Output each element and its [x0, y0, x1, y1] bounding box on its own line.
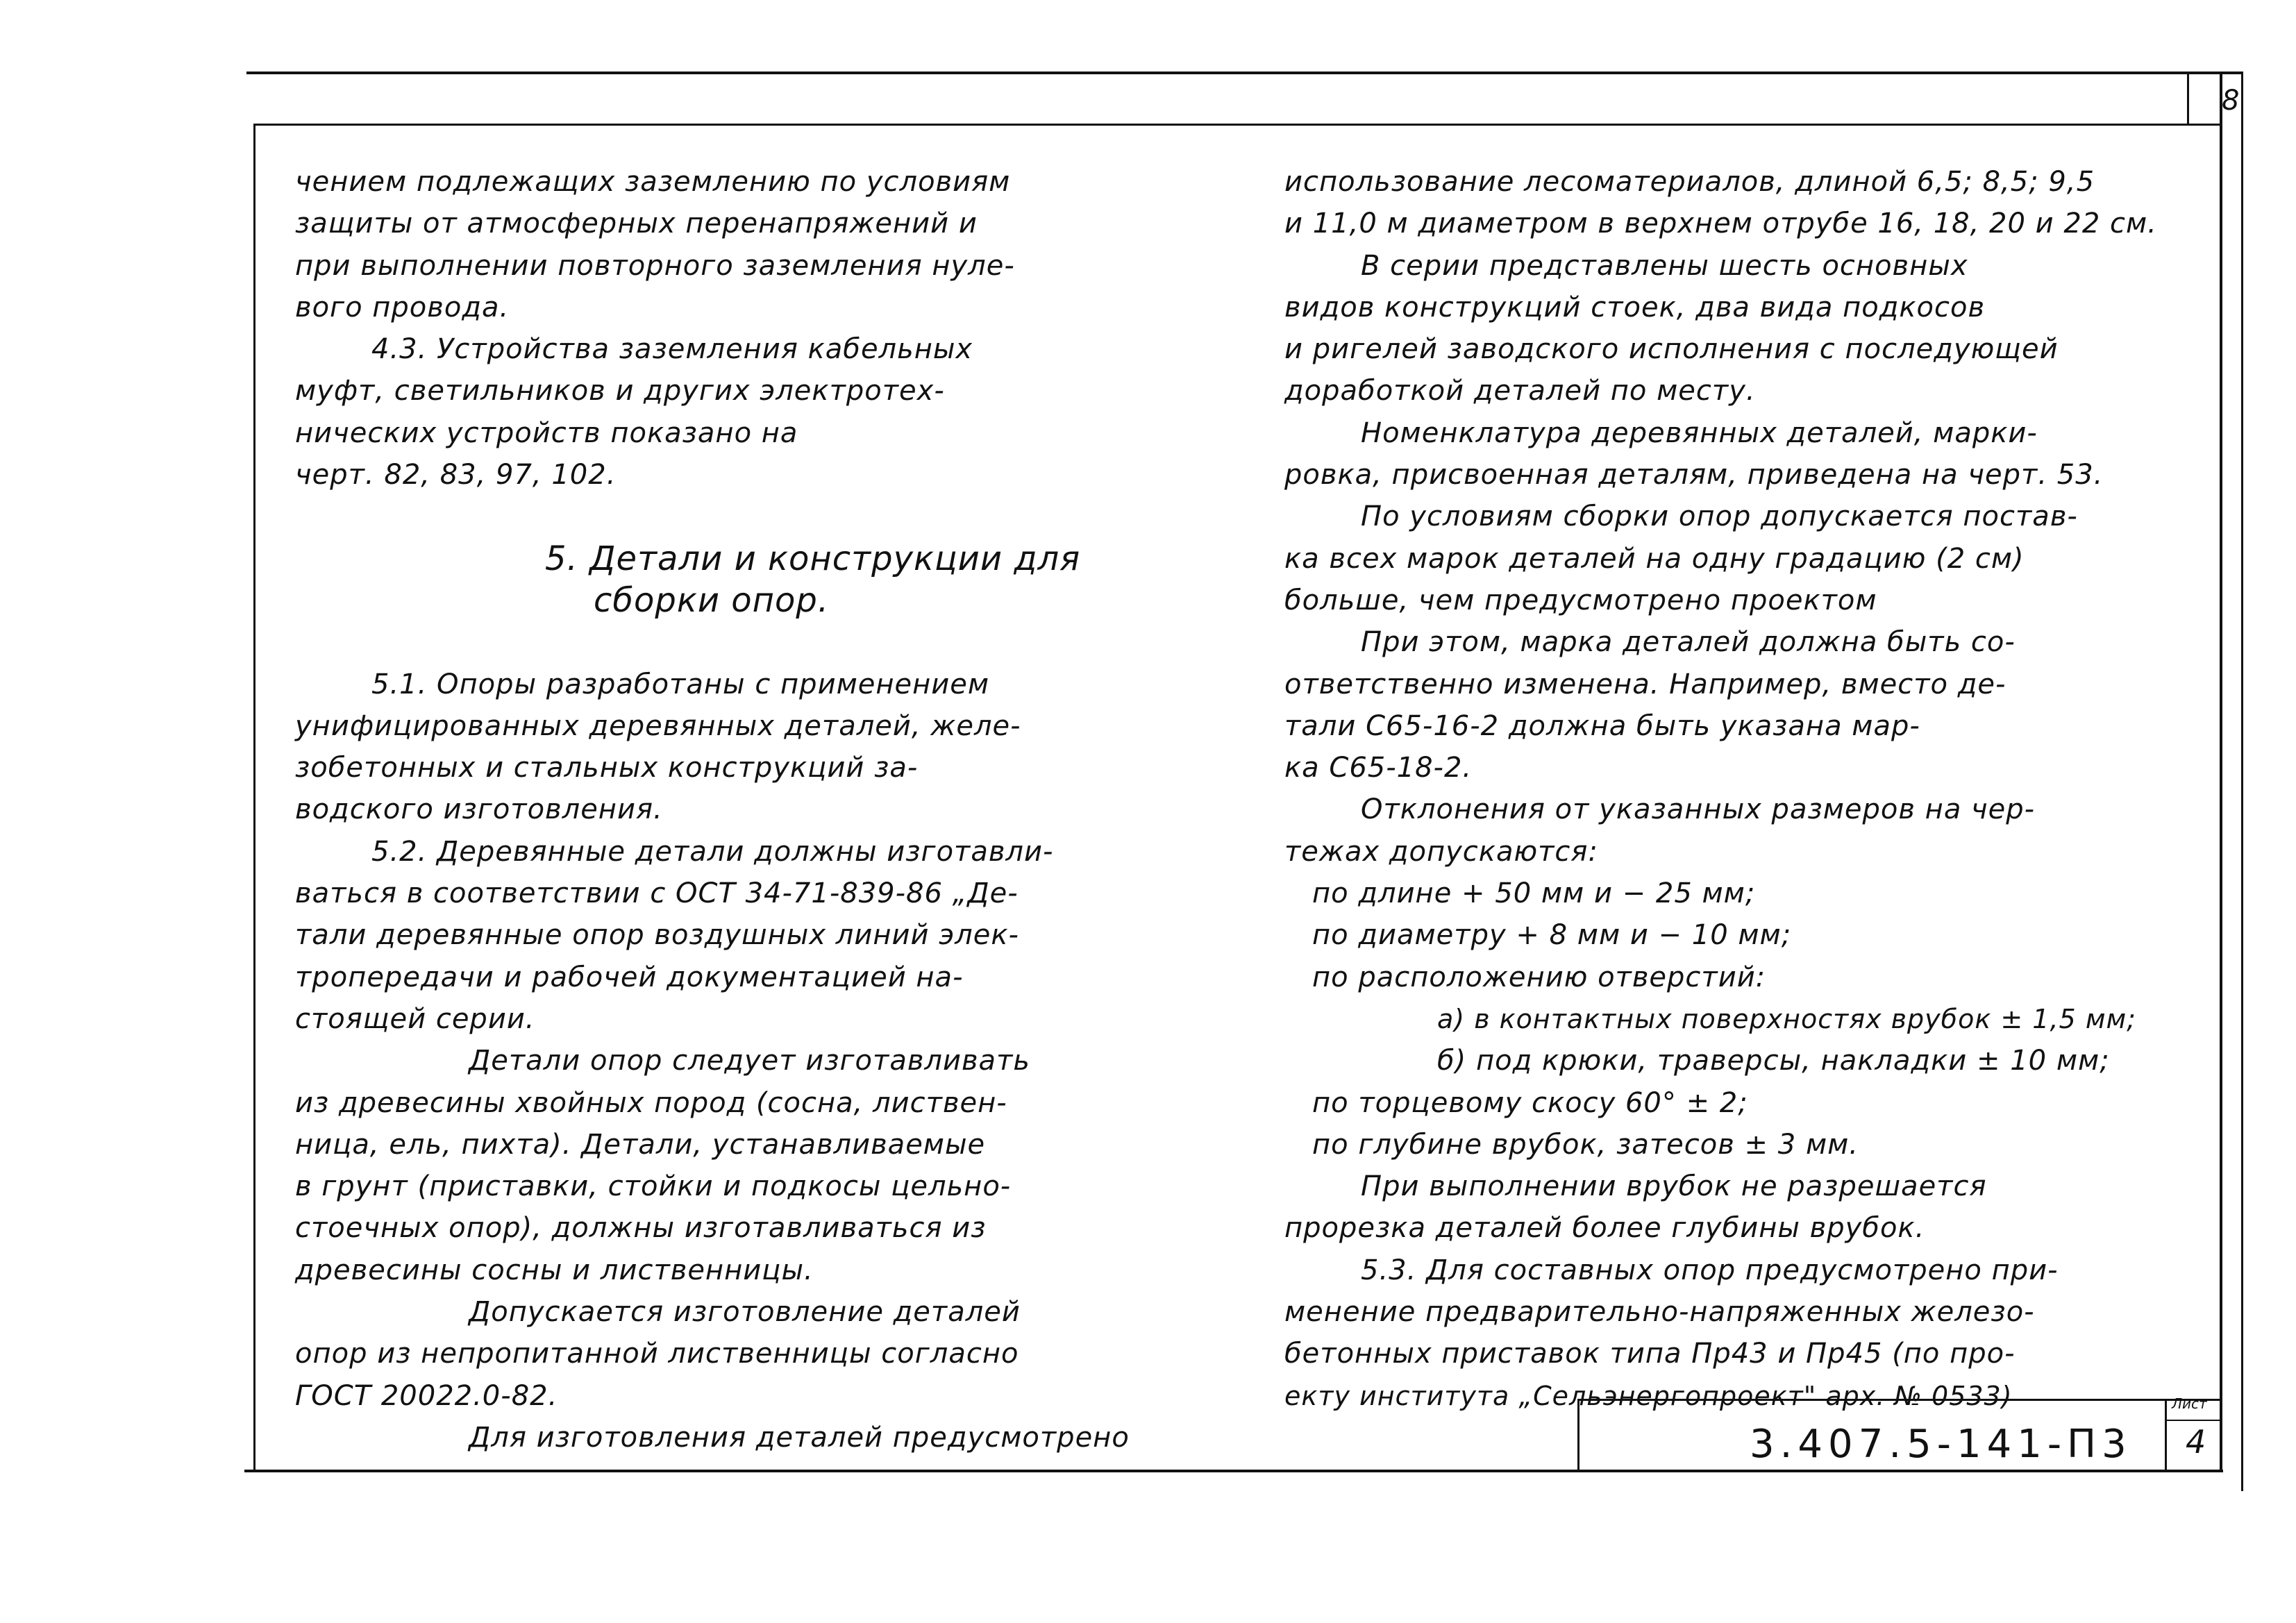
text-line: по диаметру + 8 мм и − 10 мм; [1312, 919, 1792, 952]
text-line: тали С65-16-2 должна быть указана мар- [1284, 709, 1920, 742]
text-line: по торцевому скосу 60° ± 2; [1312, 1086, 1748, 1119]
text-line: нических устройств показано на [295, 417, 798, 449]
text-line: видов конструкций стоек, два вида подкосов [1284, 291, 1986, 323]
text-line: из древесины хвойных пород (сосна, листвен- [295, 1086, 1007, 1119]
left-text-column [295, 161, 1177, 1458]
text-line: ответственно изменена. Например, вместо де- [1284, 668, 2006, 700]
corner-box-rule [2187, 72, 2189, 124]
text-line: больше, чем предусмотрено проектом [1284, 584, 1877, 616]
text-line: древесины сосны и лиственницы. [295, 1254, 814, 1286]
stamp-sheet-hline [2165, 1420, 2222, 1421]
text-line: 5.2. Деревянные детали должны изготавли- [371, 835, 1054, 868]
text-line: При этом, марка деталей должна быть со- [1361, 626, 2016, 659]
text-line: по расположению отверстий: [1312, 961, 1766, 993]
text-line: 5.3. Для составных опор предусмотрено при- [1361, 1254, 2059, 1286]
text-line: а) в контактных поверхностях врубок ± 1,5 мм; [1437, 1003, 2136, 1034]
blank-line [295, 496, 1177, 537]
text-line: по глубине врубок, затесов ± 3 мм. [1312, 1128, 1859, 1161]
text-line: ница, ель, пихта). Детали, устанавливаемые [295, 1128, 986, 1161]
text-line: тропередачи и рабочей документацией на- [295, 961, 964, 993]
text-line: тали деревянные опор воздушных линий элек- [295, 919, 1019, 952]
text-line: унифицированных деревянных деталей, желе- [295, 709, 1021, 742]
page-mark: 8 [2222, 85, 2240, 117]
text-line: по длине + 50 мм и − 25 мм; [1312, 877, 1756, 910]
text-line: Допускается изготовление деталей [469, 1296, 1021, 1329]
text-line: прорезка деталей более глубины врубок. [1284, 1212, 1925, 1245]
right-border-rule [2220, 72, 2222, 1472]
text-line: тежах допускаются: [1284, 835, 1598, 868]
bottom-border-rule [244, 1470, 2223, 1472]
text-line: При выполнении врубок не разрешается [1361, 1170, 1987, 1203]
document-code: 3.407.5-141-П3 [1750, 1422, 2132, 1467]
text-line: Отклонения от указанных размеров на чер- [1361, 793, 2036, 826]
text-line: вого провода. [295, 291, 510, 323]
text-line: стоящей серии. [295, 1002, 535, 1035]
section-heading: 5. Детали и конструкции для [545, 539, 1081, 578]
text-line: 5.1. Опоры разработаны с применением [371, 668, 990, 700]
sheet-label: Лист [2172, 1395, 2207, 1412]
text-line: водского изготовления. [295, 793, 663, 826]
text-line: использование лесоматериалов, длиной 6,5; 8,5; 9,5 [1284, 166, 2095, 198]
text-line: Детали опор следует изготавливать [469, 1045, 1030, 1077]
sheet-number: 4 [2186, 1423, 2206, 1461]
text-line: и 11,0 м диаметром в верхнем отрубе 16, 18, 20 и 22 см. [1284, 208, 2157, 240]
text-line: Номенклатура деревянных деталей, марки- [1361, 417, 2038, 449]
text-line: стоечных опор), должны изготавливаться из [295, 1212, 987, 1245]
text-line: По условиям сборки опор допускается постав- [1361, 501, 2078, 533]
inner-top-rule [253, 124, 2222, 126]
text-line: зобетонных и стальных конструкций за- [295, 752, 919, 784]
text-line: в грунт (приставки, стойки и подкосы цельно- [295, 1170, 1012, 1203]
section-heading: сборки опор. [594, 580, 830, 620]
text-line: черт. 82, 83, 97, 102. [295, 459, 617, 491]
text-line: опор из непропитанной лиственницы согласно [295, 1338, 1019, 1370]
text-line: и ригелей заводского исполнения с последующей [1284, 333, 2059, 366]
text-line: ка всех марок деталей на одну градацию (2 см) [1284, 542, 2025, 575]
text-line: б) под крюки, траверсы, накладки ± 10 мм; [1437, 1045, 2110, 1077]
text-line: Для изготовления деталей предусмотрено [469, 1421, 1130, 1454]
text-line: муфт, светильников и других электротех- [295, 375, 945, 407]
text-line: бетонных приставок типа Пр43 и Пр45 (по про- [1284, 1338, 2016, 1370]
text-line: екту института „Сельэнергопроект" арх. № 0533) [1284, 1380, 2013, 1411]
text-line: чением подлежащих заземлению по условиям [295, 166, 1011, 198]
text-line: при выполнении повторного заземления нуле- [295, 249, 1015, 282]
outer-right-rule [2241, 72, 2243, 1491]
text-line: ровка, присвоенная деталям, приведена на черт. 53. [1284, 459, 2104, 491]
text-line: защиты от атмосферных перенапряжений и [295, 208, 978, 240]
text-line: доработкой деталей по месту. [1284, 375, 1756, 407]
text-line: ваться в соответствии с ОСТ 34-71-839-86 „Де- [295, 877, 1019, 910]
blank-line [295, 621, 1177, 663]
text-line: В серии представлены шесть основных [1361, 249, 1968, 282]
text-line: ка С65-18-2. [1284, 752, 1473, 784]
right-text-column [1284, 161, 2208, 1417]
text-line: менение предварительно-напряженных железо- [1284, 1296, 2035, 1329]
text-line: 4.3. Устройства заземления кабельных [371, 333, 973, 366]
top-border-rule [246, 72, 2243, 74]
left-border-rule [253, 124, 255, 1470]
text-line: ГОСТ 20022.0-82. [295, 1379, 558, 1412]
